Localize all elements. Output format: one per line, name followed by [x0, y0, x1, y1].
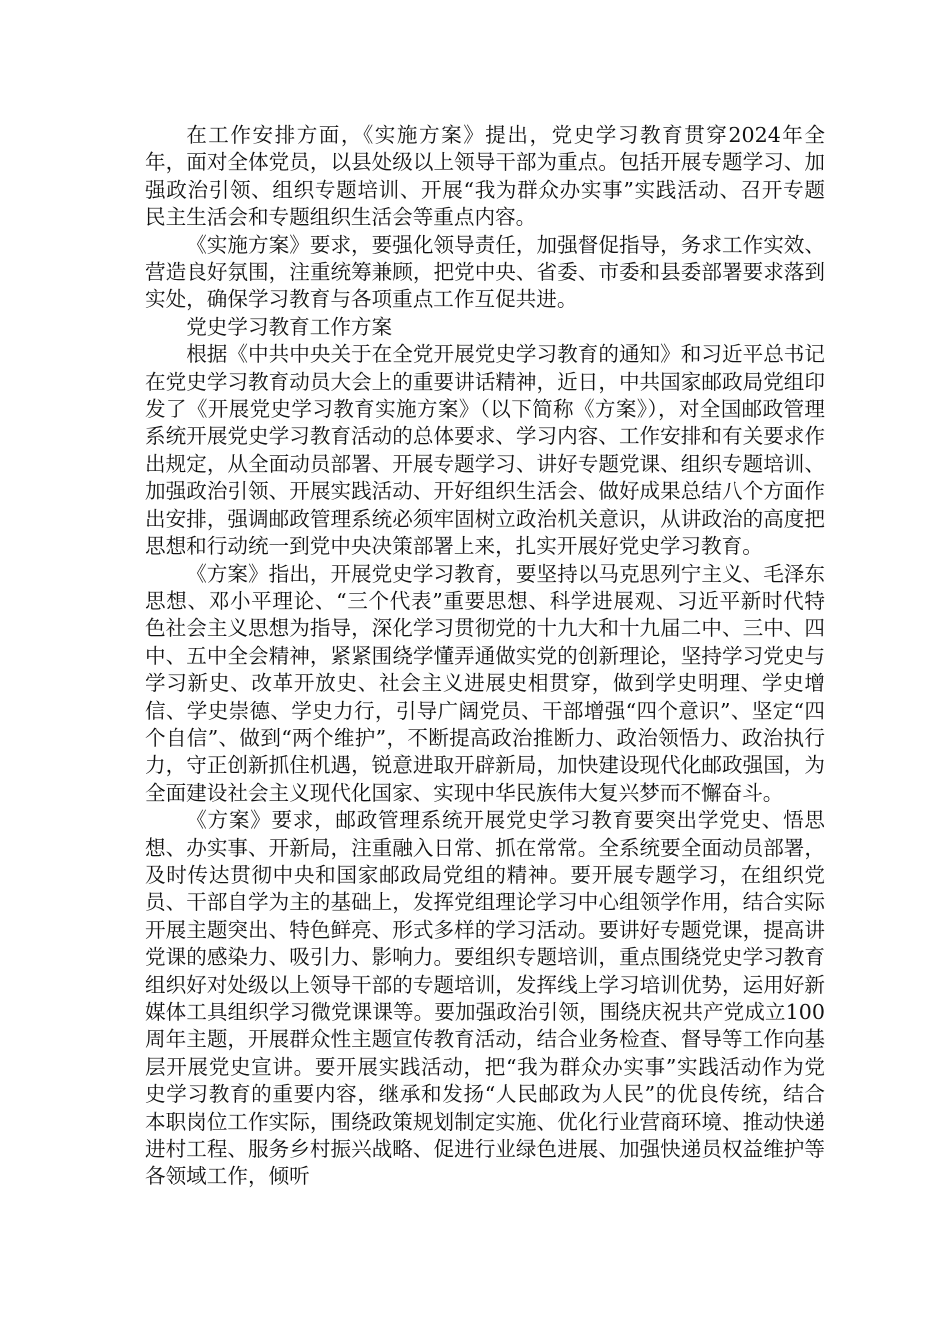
paragraph-plan-demands: 《方案》要求，邮政管理系统开展党史学习教育要突出学党史、悟思想、办实事、开新局，注重融入日常、抓在常常。全系统要全面动员部署，及时传达贯彻中央和国家邮政局党组的精神。要开展专题学习，在组织党员、干部自学为主的基础上，发挥党组理论学习中心组领学作用，结合实际开展主题突出、特色鲜亮、形式多样的学习活动。要讲好专题党课，提高讲党课的感染力、吸引力、影响力。要组织专题培训，重点围绕党史学习教育组织好对处级以上领导干部的专题培训，发挥线上学习培训优势，运用好新媒体工具组织学习微党课课等。要加强政治引领，围绕庆祝共产党成立100周年主题，开展群众性主题宣传教育活动，结合业务检查、督导等工作向基层开展党史宣讲。要开展实践活动，把“我为群众办实事”实践活动作为党史学习教育的重要内容，继承和发扬“人民邮政为人民”的优良传统，结合本职岗位工作实际，围绕政策规划制定实施、优化行业营商环境、推动快递进村工程、服务乡村振兴战略、促进行业绿色进展、加强快递员权益维护等各领域工作，倾听 — [145, 808, 825, 1189]
section-heading: 党史学习教育工作方案 — [186, 314, 393, 339]
paragraph-work-arrangement: 在工作安排方面，《实施方案》提出，党史学习教育贯穿2024年全年，面对全体党员，以县处级以上领导干部为重点。包括开展专题学习、加强政治引领、组织专题培训、开展“我为群众办实事”实践活动、召开专题民主生活会和专题组织生活会等重点内容。 — [145, 123, 825, 230]
document-body — [145, 122, 825, 1191]
paragraph-plan-requirements: 《实施方案》要求，要强化领导责任，加强督促指导，务求工作实效、营造良好氛围，注重统筹兼顾，把党中央、省委、市委和县委部署要求落到实处，确保学习教育与各项重点工作互促共进。 — [145, 232, 825, 312]
paragraph-plan-points: 《方案》指出，开展党史学习教育，要坚持以马克思列宁主义、毛泽东思想、邓小平理论、“三个代表”重要思想、科学进展观、习近平新时代特色社会主义思想为指导，深化学习贯彻党的十九大和十九届二中、三中、四中、五中全会精神，紧紧围绕学懂弄通做实党的创新理论，坚持学习党史与学习新史、改革开放史、社会主义进展史相贯穿，做到学史明理、学史增信、学史崇德、学史力行，引导广阔党员、干部增强“四个意识”、坚定“四个自信”、做到“两个维护”，不断提高政治推断力、政治领悟力、政治执行力，守正创新抓住机遇，锐意进取开辟新局，加快建设现代化邮政强国，为全面建设社会主义现代化国家、实现中华民族伟大复兴梦而不懈奋斗。 — [145, 561, 825, 805]
paragraph-notice-basis: 根据《中共中央关于在全党开展党史学习教育的通知》和习近平总书记在党史学习教育动员大会上的重要讲话精神，近日，中共国家邮政局党组印发了《开展党史学习教育实施方案》（以下简称《方案》），对全国邮政管理系统开展党史学习教育活动的总体要求、学习内容、工作安排和有关要求作出规定，从全面动员部署、开展专题学习、讲好专题党课、组织专题培训、加强政治引领、开展实践活动、开好组织生活会、做好成果总结八个方面作出安排，强调邮政管理系统必须牢固树立政治机关意识，从讲政治的高度把思想和行动统一到党中央决策部署上来，扎实开展好党史学习教育。 — [145, 342, 825, 559]
